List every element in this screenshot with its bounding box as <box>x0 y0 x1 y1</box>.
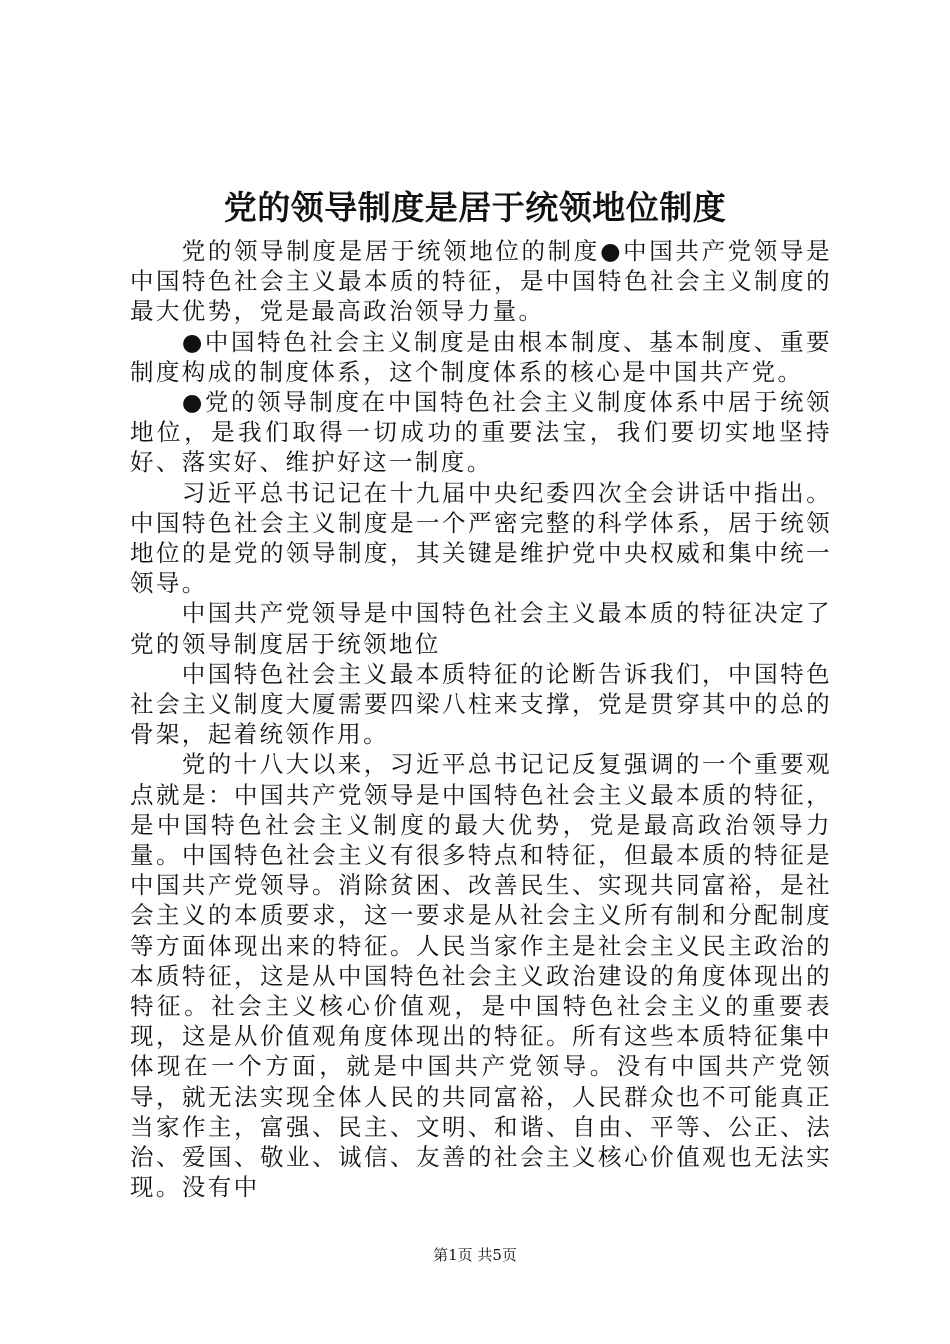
paragraph: 党的领导制度是居于统领地位的制度●中国共产党领导是中国特色社会主义最本质的特征，是中国特色社会主义制度的最大优势，党是最高政治领导力量。 <box>130 237 832 326</box>
paragraph: 习近平总书记记在十九届中央纪委四次全会讲话中指出。中国特色社会主义制度是一个严密完整的科学体系，居于统领地位的是党的领导制度，其关键是维护党中央权威和集中统一领导。 <box>130 478 832 598</box>
paragraph: 中国共产党领导是中国特色社会主义最本质的特征决定了党的领导制度居于统领地位 <box>130 599 832 658</box>
paragraph: ●党的领导制度在中国特色社会主义制度体系中居于统领地位，是我们取得一切成功的重要法宝，我们要切实地坚持好、落实好、维护好这一制度。 <box>130 388 832 477</box>
page-footer: 第1页 共5页 <box>433 1246 517 1264</box>
document-body <box>130 236 832 1203</box>
page-title: 党的领导制度是居于统领地位制度 <box>223 188 727 227</box>
paragraph: 党的十八大以来，习近平总书记记反复强调的一个重要观点就是：中国共产党领导是中国特色社会主义最本质的特征，是中国特色社会主义制度的最大优势，党是最高政治领导力量。中国特色社会主义有很多特点和特征，但最本质的特征是中国共产党领导。消除贫困、改善民生、实现共同富裕，是社会主义的本质要求，这一要求是从社会主义所有制和分配制度等方面体现出来的特征。人民当家作主是社会主义民主政治的本质特征，这是从中国特色社会主义政治建设的角度体现出的特征。社会主义核心价值观，是中国特色社会主义的重要表现，这是从价值观角度体现出的特征。所有这些本质特征集中体现在一个方面，就是中国共产党领导。没有中国共产党领导，就无法实现全体人民的共同富裕，人民群众也不可能真正当家作主，富强、民主、文明、和谐、自由、平等、公正、法治、爱国、敬业、诚信、友善的社会主义核心价值观也无法实现。没有中 <box>130 750 832 1202</box>
paragraph: 中国特色社会主义最本质特征的论断告诉我们，中国特色社会主义制度大厦需要四梁八柱来支撑，党是贯穿其中的总的骨架，起着统领作用。 <box>130 659 832 749</box>
paragraph: ●中国特色社会主义制度是由根本制度、基本制度、重要制度构成的制度体系，这个制度体系的核心是中国共产党。 <box>130 327 832 386</box>
